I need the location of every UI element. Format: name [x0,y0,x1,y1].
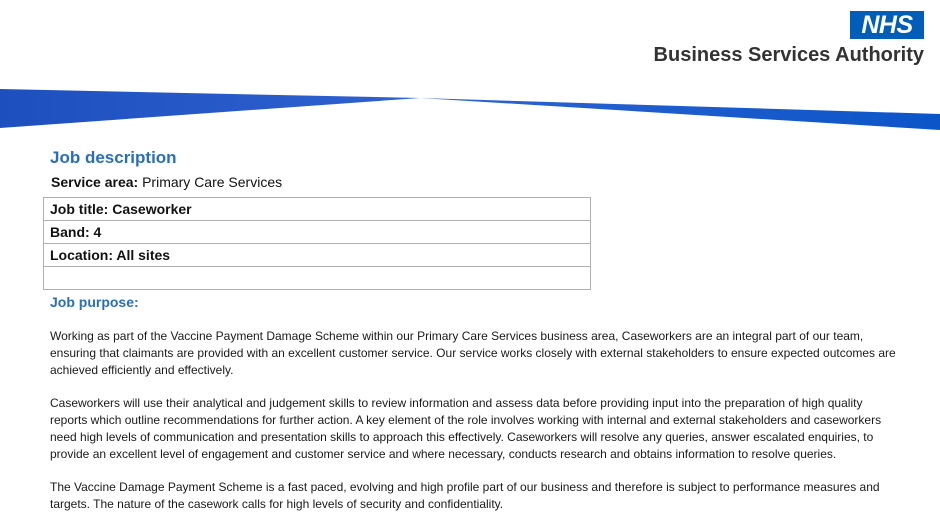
service-area-line [51,174,282,191]
job-details-table [43,197,591,290]
document-title: Job description [50,148,177,167]
organisation-name: Business Services Authority [653,44,924,66]
job-title-cell: Job title: Caseworker [44,198,591,221]
table-row [44,244,591,267]
service-area-value: Primary Care Services [138,174,283,190]
empty-cell [44,267,591,290]
location-cell: Location: All sites [44,244,591,267]
band-cell: Band: 4 [44,221,591,244]
purpose-paragraph: Working as part of the Vaccine Payment Damage Scheme within our Primary Care Services business area, Caseworkers are an integral part of our team, ensuring that claimants are provided with an excellent customer service. Our service works closely with external stakeholders to ensure expected outcomes are achieved efficiently and effectively. [50,329,896,377]
table-row [44,267,591,290]
purpose-paragraph: Caseworkers will use their analytical and judgement skills to review information and assess data before providing input into the preparation of high quality reports which outline recommendations for further action. A key element of the role involves working with internal and external stakeholders and caseworkers need high levels of communication and presentation skills to approach this effectively. Caseworkers will resolve any queries, answer escalated enquiries, to provide an excellent level of engagement and customer service and where necessary, conducts research and obtains information to resolve queries. [50,396,882,461]
purpose-paragraph: The Vaccine Damage Payment Scheme is a fast paced, evolving and high profile part of our business and therefore is subject to performance measures and targets. The nature of the casework calls for high levels of security and confidentiality. [50,480,880,511]
table-row [44,221,591,244]
nhs-logo: NHS [850,11,924,39]
table-row [44,198,591,221]
header-swoosh-graphic [0,86,940,132]
job-purpose-heading: Job purpose: [50,294,139,310]
service-area-label: Service area: [51,174,139,190]
